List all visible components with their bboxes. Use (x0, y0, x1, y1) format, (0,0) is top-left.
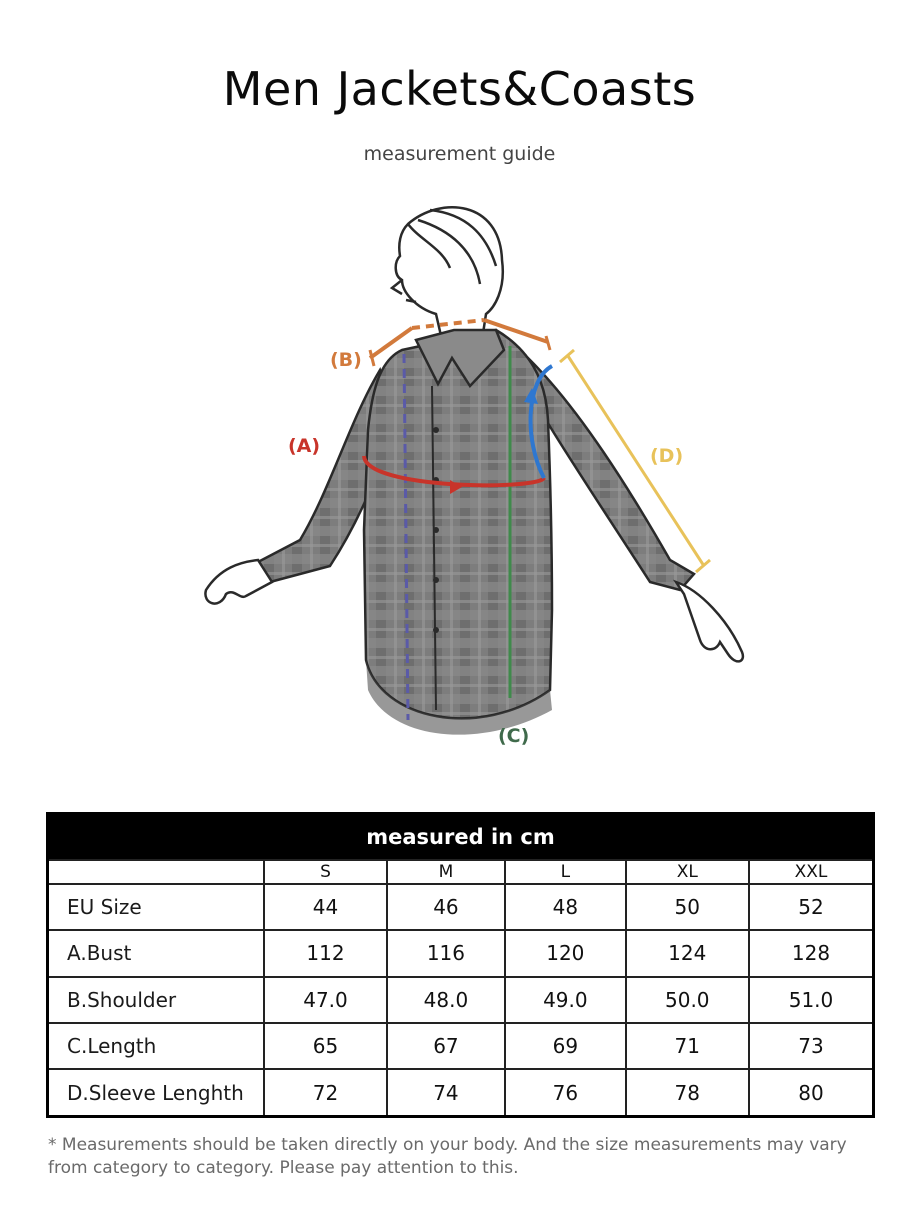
table-cell: 76 (505, 1069, 625, 1116)
table-cell: 50 (626, 884, 749, 930)
row-label-eu-size: EU Size (48, 884, 265, 930)
size-header-m: M (387, 860, 505, 884)
table-row (48, 884, 874, 930)
size-header-xxl: XXL (749, 860, 874, 884)
table-cell: 124 (626, 930, 749, 976)
table-cell: 49.0 (505, 977, 625, 1023)
table-cell: 120 (505, 930, 625, 976)
table-cell: 48.0 (387, 977, 505, 1023)
table-cell: 71 (626, 1023, 749, 1069)
table-cell: 72 (264, 1069, 386, 1116)
table-cell: 73 (749, 1023, 874, 1069)
shirt-body-illustration (364, 330, 552, 735)
table-row (48, 977, 874, 1023)
table-cell: 48 (505, 884, 625, 930)
label-a: (A) (288, 435, 321, 457)
page-title: Men Jackets&Coasts (222, 62, 697, 116)
table-row (48, 1069, 874, 1116)
row-label-length: C.Length (48, 1023, 265, 1069)
table-cell: 51.0 (749, 977, 874, 1023)
row-label-bust: A.Bust (48, 930, 265, 976)
row-label-shoulder: B.Shoulder (48, 977, 265, 1023)
table-cell: 80 (749, 1069, 874, 1116)
label-c: (C) (498, 725, 530, 747)
measurement-illustration (180, 190, 760, 760)
size-header-row (48, 860, 874, 884)
table-cell: 112 (264, 930, 386, 976)
table-cell: 74 (387, 1069, 505, 1116)
label-d: (D) (650, 445, 684, 467)
table-cell: 52 (749, 884, 874, 930)
size-header-l: L (505, 860, 625, 884)
size-table (46, 812, 875, 1118)
measurement-footnote: * Measurements should be taken directly on your body. And the size measurements may vary from category to category. Please pay attention to this. (48, 1135, 847, 1178)
table-row (48, 930, 874, 976)
size-table-container (46, 812, 875, 1118)
label-b: (B) (330, 349, 362, 371)
size-header-s: S (264, 860, 386, 884)
table-cell: 78 (626, 1069, 749, 1116)
size-header-blank (48, 860, 265, 884)
table-cell: 46 (387, 884, 505, 930)
right-arm-illustration (530, 360, 743, 661)
row-label-sleeve-length: D.Sleeve Lenghth (48, 1069, 265, 1116)
table-band-header: measured in cm (48, 814, 874, 861)
table-cell: 50.0 (626, 977, 749, 1023)
table-cell: 44 (264, 884, 386, 930)
table-cell: 47.0 (264, 977, 386, 1023)
table-cell: 128 (749, 930, 874, 976)
size-header-xl: XL (626, 860, 749, 884)
shirt-figure-svg (180, 190, 760, 760)
table-cell: 69 (505, 1023, 625, 1069)
table-cell: 67 (387, 1023, 505, 1069)
table-row (48, 1023, 874, 1069)
table-cell: 116 (387, 930, 505, 976)
page-subtitle: measurement guide (363, 143, 556, 165)
table-cell: 65 (264, 1023, 386, 1069)
